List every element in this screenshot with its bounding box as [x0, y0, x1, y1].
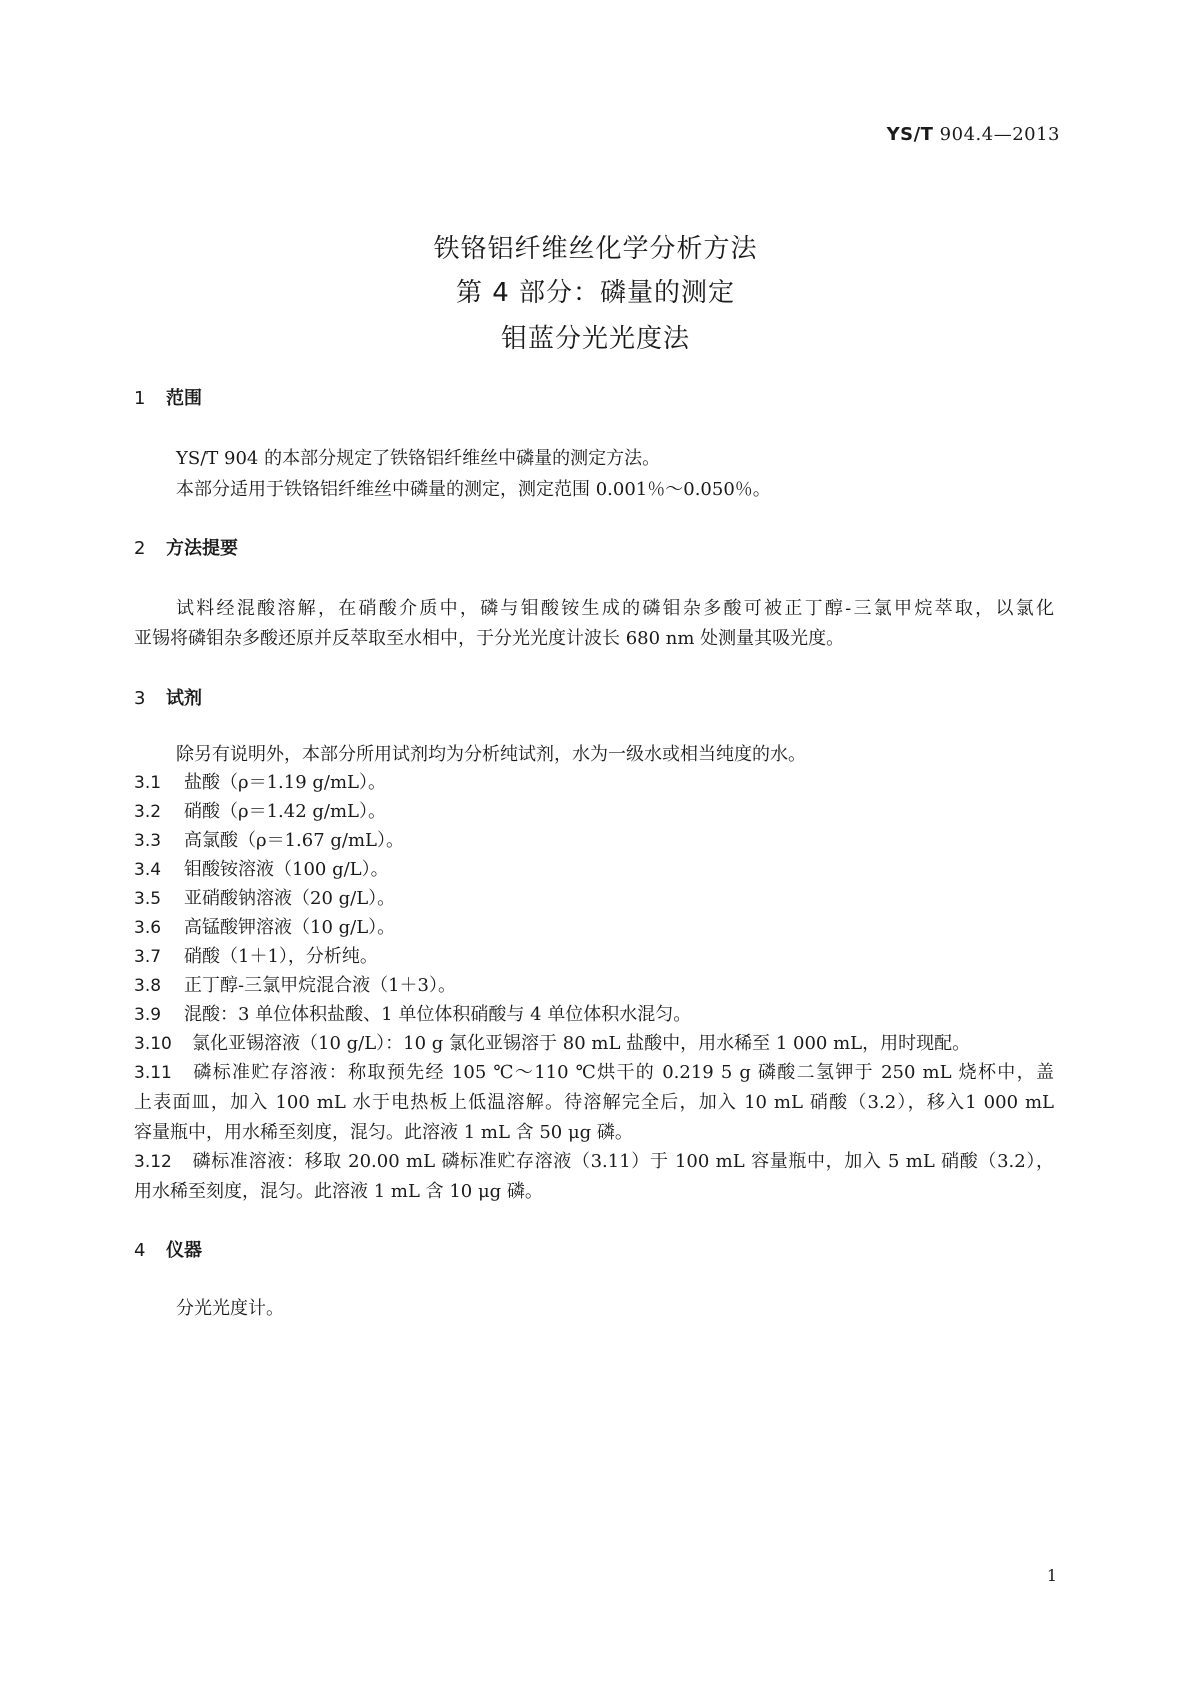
reagent-item: 3.5 亚硝酸钠溶液（20 g/L）。: [134, 888, 396, 909]
standard-code: YS/T 904.4—2013: [886, 124, 1060, 145]
doc-title-line1: 铁铬铝纤维丝化学分析方法: [433, 234, 758, 264]
doc-title-line3: 钼蓝分光光度法: [500, 324, 690, 354]
reagent-item: 3.8 正丁醇-三氯甲烷混合液（1＋3）。: [134, 975, 456, 996]
reagent-item: 3.3 高氯酸（ρ＝1.67 g/mL）。: [134, 830, 404, 851]
reagent-item: 3.1 盐酸（ρ＝1.19 g/mL）。: [134, 772, 386, 793]
reagent-item-continued: 上表面皿，加入 100 mL 水于电热板上低温溶解。待溶解完全后，加入 10 mL 硝酸（3.2），移入1 000 mL: [134, 1092, 1054, 1113]
section-3-heading: 3 试剂: [134, 688, 202, 709]
section-4-para-1: 分光光度计。: [176, 1298, 284, 1319]
section-2-line-1: 试料经混酸溶解，在硝酸介质中，磷与钼酸铵生成的磷钼杂多酸可被正丁醇-三氯甲烷萃取，以氯化: [176, 598, 1054, 619]
section-2-heading: 2 方法提要: [134, 538, 238, 559]
page-number: 1: [1046, 1566, 1057, 1585]
section-1-heading: 1 范围: [134, 388, 202, 409]
reagent-item: 3.6 高锰酸钾溶液（10 g/L）。: [134, 917, 396, 938]
reagent-item: 3.11 磷标准贮存溶液：称取预先经 105 ℃～110 ℃烘干的 0.219 5 g 磷酸二氢钾于 250 mL 烧杯中，盖: [134, 1062, 1054, 1083]
section-1-para-2: 本部分适用于铁铬铝纤维丝中磷量的测定，测定范围 0.001％～0.050％。: [176, 479, 771, 500]
reagent-item: 3.2 硝酸（ρ＝1.42 g/mL）。: [134, 801, 386, 822]
reagent-item: 3.10 氯化亚锡溶液（10 g/L）：10 g 氯化亚锡溶于 80 mL 盐酸中，用水稀至 1 000 mL，用时现配。: [134, 1033, 971, 1054]
reagent-item: 3.7 硝酸（1＋1），分析纯。: [134, 946, 378, 967]
section-1-para-1: YS/T 904 的本部分规定了铁铬铝纤维丝中磷量的测定方法。: [176, 448, 661, 469]
section-3-intro: 除另有说明外，本部分所用试剂均为分析纯试剂，水为一级水或相当纯度的水。: [176, 744, 806, 765]
doc-title-line2: 第 4 部分：磷量的测定: [455, 278, 736, 308]
reagent-item: 3.12 磷标准溶液：移取 20.00 mL 磷标准贮存溶液（3.11）于 100 mL 容量瓶中，加入 5 mL 硝酸（3.2），: [134, 1151, 1054, 1172]
section-2-line-2: 亚锡将磷钼杂多酸还原并反萃取至水相中，于分光光度计波长 680 nm 处测量其吸光度。: [134, 628, 845, 649]
reagent-item-continued: 容量瓶中，用水稀至刻度，混匀。此溶液 1 mL 含 50 μg 磷。: [134, 1122, 633, 1143]
reagent-item: 3.9 混酸：3 单位体积盐酸、1 单位体积硝酸与 4 单位体积水混匀。: [134, 1004, 692, 1025]
reagent-item-continued: 用水稀至刻度，混匀。此溶液 1 mL 含 10 μg 磷。: [134, 1181, 543, 1202]
section-4-heading: 4 仪器: [134, 1240, 202, 1261]
reagent-item: 3.4 钼酸铵溶液（100 g/L）。: [134, 859, 389, 880]
